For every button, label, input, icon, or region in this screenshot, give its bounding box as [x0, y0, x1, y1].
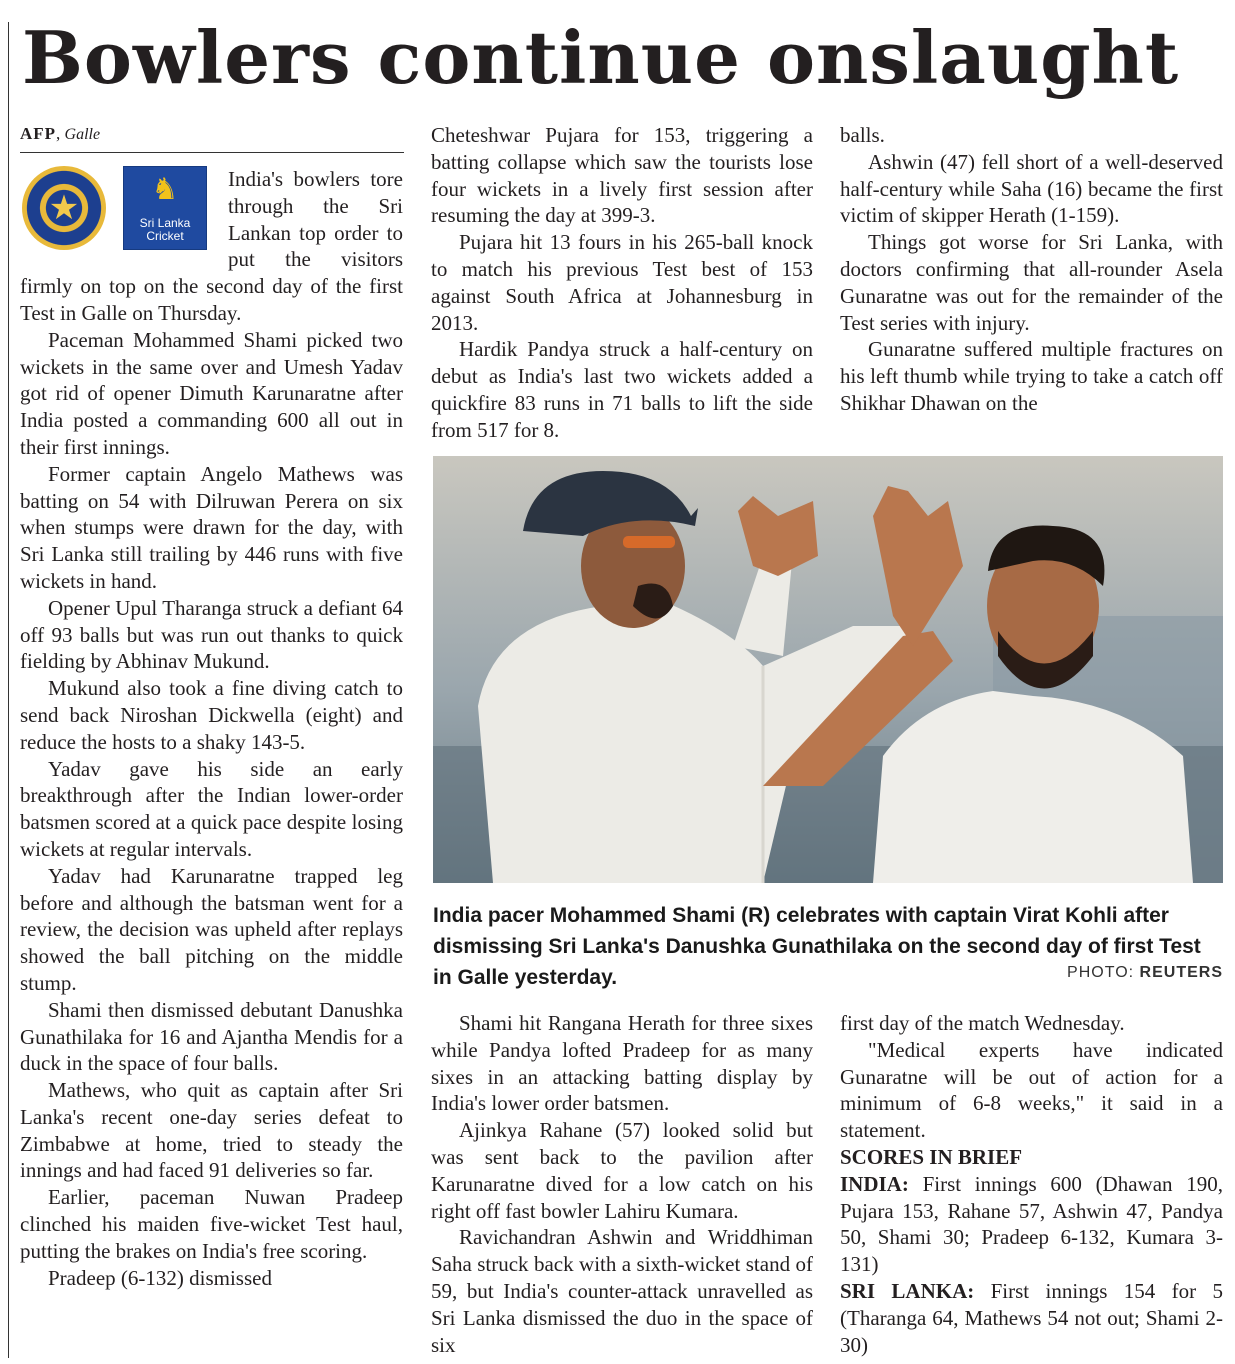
article-column-2-top — [431, 122, 813, 444]
paragraph: Pradeep (6-132) dismissed — [48, 1265, 272, 1290]
scores-india — [840, 1171, 1223, 1278]
byline-place: Galle — [64, 126, 101, 143]
paragraph: Hardik Pandya struck a half-century on debut as India's last two wickets added a quickfire 83 runs in 71 balls to lift the side from 517 for 8. — [431, 337, 813, 442]
scores-sl-text: First innings 154 for 5 (Tharanga 64, Mathews 54 not out; Shami 2-30) — [840, 1278, 1223, 1357]
photo-credit-label: PHOTO: — [1067, 964, 1135, 981]
paragraph: Cheteshwar Pujara for 153, triggering a batting collapse which saw the tourists lose four wickets in a lively first session after resuming the day at 399-3. — [431, 123, 813, 228]
players-celebrating-photo — [433, 456, 1223, 883]
scores-sri-lanka — [840, 1278, 1223, 1358]
photo-caption: India pacer Mohammed Shami (R) celebrates with captain Virat Kohli after dismissing Sri Lanka's Danushka Gunathilaka on the second day of first Test in Galle yesterday. — [433, 904, 1201, 989]
photo-credit-source: REUTERS — [1139, 964, 1223, 981]
sri-lanka-lion-icon: ♞ Sri Lanka Cricket — [123, 166, 207, 250]
byline — [20, 124, 404, 153]
scores-india-text: First innings 600 (Dhawan 190, Pujara 153, Rahane 57, Ashwin 47, Pandya 50, Shami 30; Pradeep 6-132, Kumara 3-131) — [840, 1171, 1223, 1277]
byline-separator: , — [56, 124, 61, 143]
article-column-2-bottom — [431, 1010, 813, 1358]
paragraph: Opener Upul Tharanga struck a defiant 64 off 93 balls but was run out thanks to quick fielding by Abhinav Mukund. — [20, 595, 403, 674]
paragraph: Pujara hit 13 fours in his 265-ball knock to match his previous Test best of 153 against South Africa at Johannesburg in 2013. — [431, 230, 813, 335]
paragraph: Shami then dismissed debutant Danushka Gunathilaka for 16 and Ajantha Mendis for a duck in the space of four balls. — [20, 997, 403, 1076]
paragraph: Shami hit Rangana Herath for three sixes while Pandya lofted Pradeep for as many sixes in an attacking batting display by India's lower order batsmen. — [431, 1011, 813, 1116]
slc-logo-text-1: Sri Lanka — [139, 216, 191, 230]
article-column-3-top — [840, 122, 1223, 417]
paragraph: Mathews, who quit as captain after Sri Lanka's recent one-day series defeat to Zimbabwe at home, tried to steady the innings and had faced 91 deliveries so far. — [20, 1078, 403, 1183]
paragraph: balls. — [840, 123, 885, 147]
paragraph: "Medical experts have indicated Gunaratne will be out of action for a minimum of 6-8 weeks," it said in a statement. — [840, 1037, 1223, 1143]
paragraph: first day of the match Wednesday. — [840, 1011, 1125, 1035]
news-photo — [433, 456, 1223, 883]
paragraph: Mukund also took a fine diving catch to send back Niroshan Dickwella (eight) and reduce the hosts to a shaky 143-5. — [20, 676, 403, 754]
scores-sl-label: SRI LANKA: — [840, 1278, 975, 1303]
paragraph: Things got worse for Sri Lanka, with doctors confirming that all-rounder Asela Gunaratne was out for the remainder of the Test series with injury. — [840, 230, 1223, 335]
left-column-rule — [8, 22, 9, 1358]
bcci-crest-icon: ★ — [22, 166, 106, 250]
photo-credit — [1067, 964, 1223, 982]
paragraph: Gunaratne suffered multiple fractures on his left thumb while trying to take a catch off Shikhar Dhawan on the — [840, 337, 1223, 415]
paragraph: India's bowlers tore through the Sri Lankan top order to put the visitors firmly on top on the second day of the first Test in Galle on Thursday. — [20, 167, 403, 325]
paragraph: Paceman Mohammed Shami picked two wickets in the same over and Umesh Yadav got rid of opener Dimuth Karunaratne after India posted a commanding 600 all out in their first innings. — [20, 327, 403, 459]
paragraph: Yadav gave his side an early breakthrough after the Indian lower-order batsmen scored at a quick pace despite losing wickets at regular intervals. — [20, 756, 403, 861]
logo-group — [20, 166, 226, 262]
headline: Bowlers continue onslaught — [22, 15, 1180, 100]
paragraph: Earlier, paceman Nuwan Pradeep clinched his maiden five-wicket Test haul, putting the brakes on India's free scoring. — [20, 1185, 403, 1263]
paragraph: Ajinkya Rahane (57) looked solid but was sent back to the pavilion after Karunaratne dived for a low catch on his right off fast bowler Lahiru Kumara. — [431, 1118, 813, 1223]
slc-logo-text-2: Cricket — [146, 229, 184, 243]
scores-heading: SCORES IN BRIEF — [840, 1144, 1023, 1169]
paragraph: Yadav had Karunaratne trapped leg before and although the batsman went for a review, the decision was upheld after replays showed the ball pitching on the middle stump. — [20, 863, 403, 995]
paragraph: Former captain Angelo Mathews was batting on 54 with Dilruwan Perera on six when stumps were drawn for the day, with Sri Lanka still trailing by 446 runs with five wickets in hand. — [20, 461, 403, 593]
scores-india-label: INDIA: — [840, 1171, 909, 1196]
paragraph: Ashwin (47) fell short of a well-deserved half-century while Saha (16) became the first victim of skipper Herath (1-159). — [840, 149, 1223, 228]
byline-agency: AFP — [20, 124, 57, 143]
paragraph: Ravichandran Ashwin and Wriddhiman Saha struck back with a sixth-wicket stand of 59, but India's counter-attack unravelled as Sri Lanka dismissed the duo in the space of six — [431, 1225, 813, 1357]
article-column-1 — [20, 166, 403, 1291]
article-column-3-bottom — [840, 1010, 1223, 1358]
